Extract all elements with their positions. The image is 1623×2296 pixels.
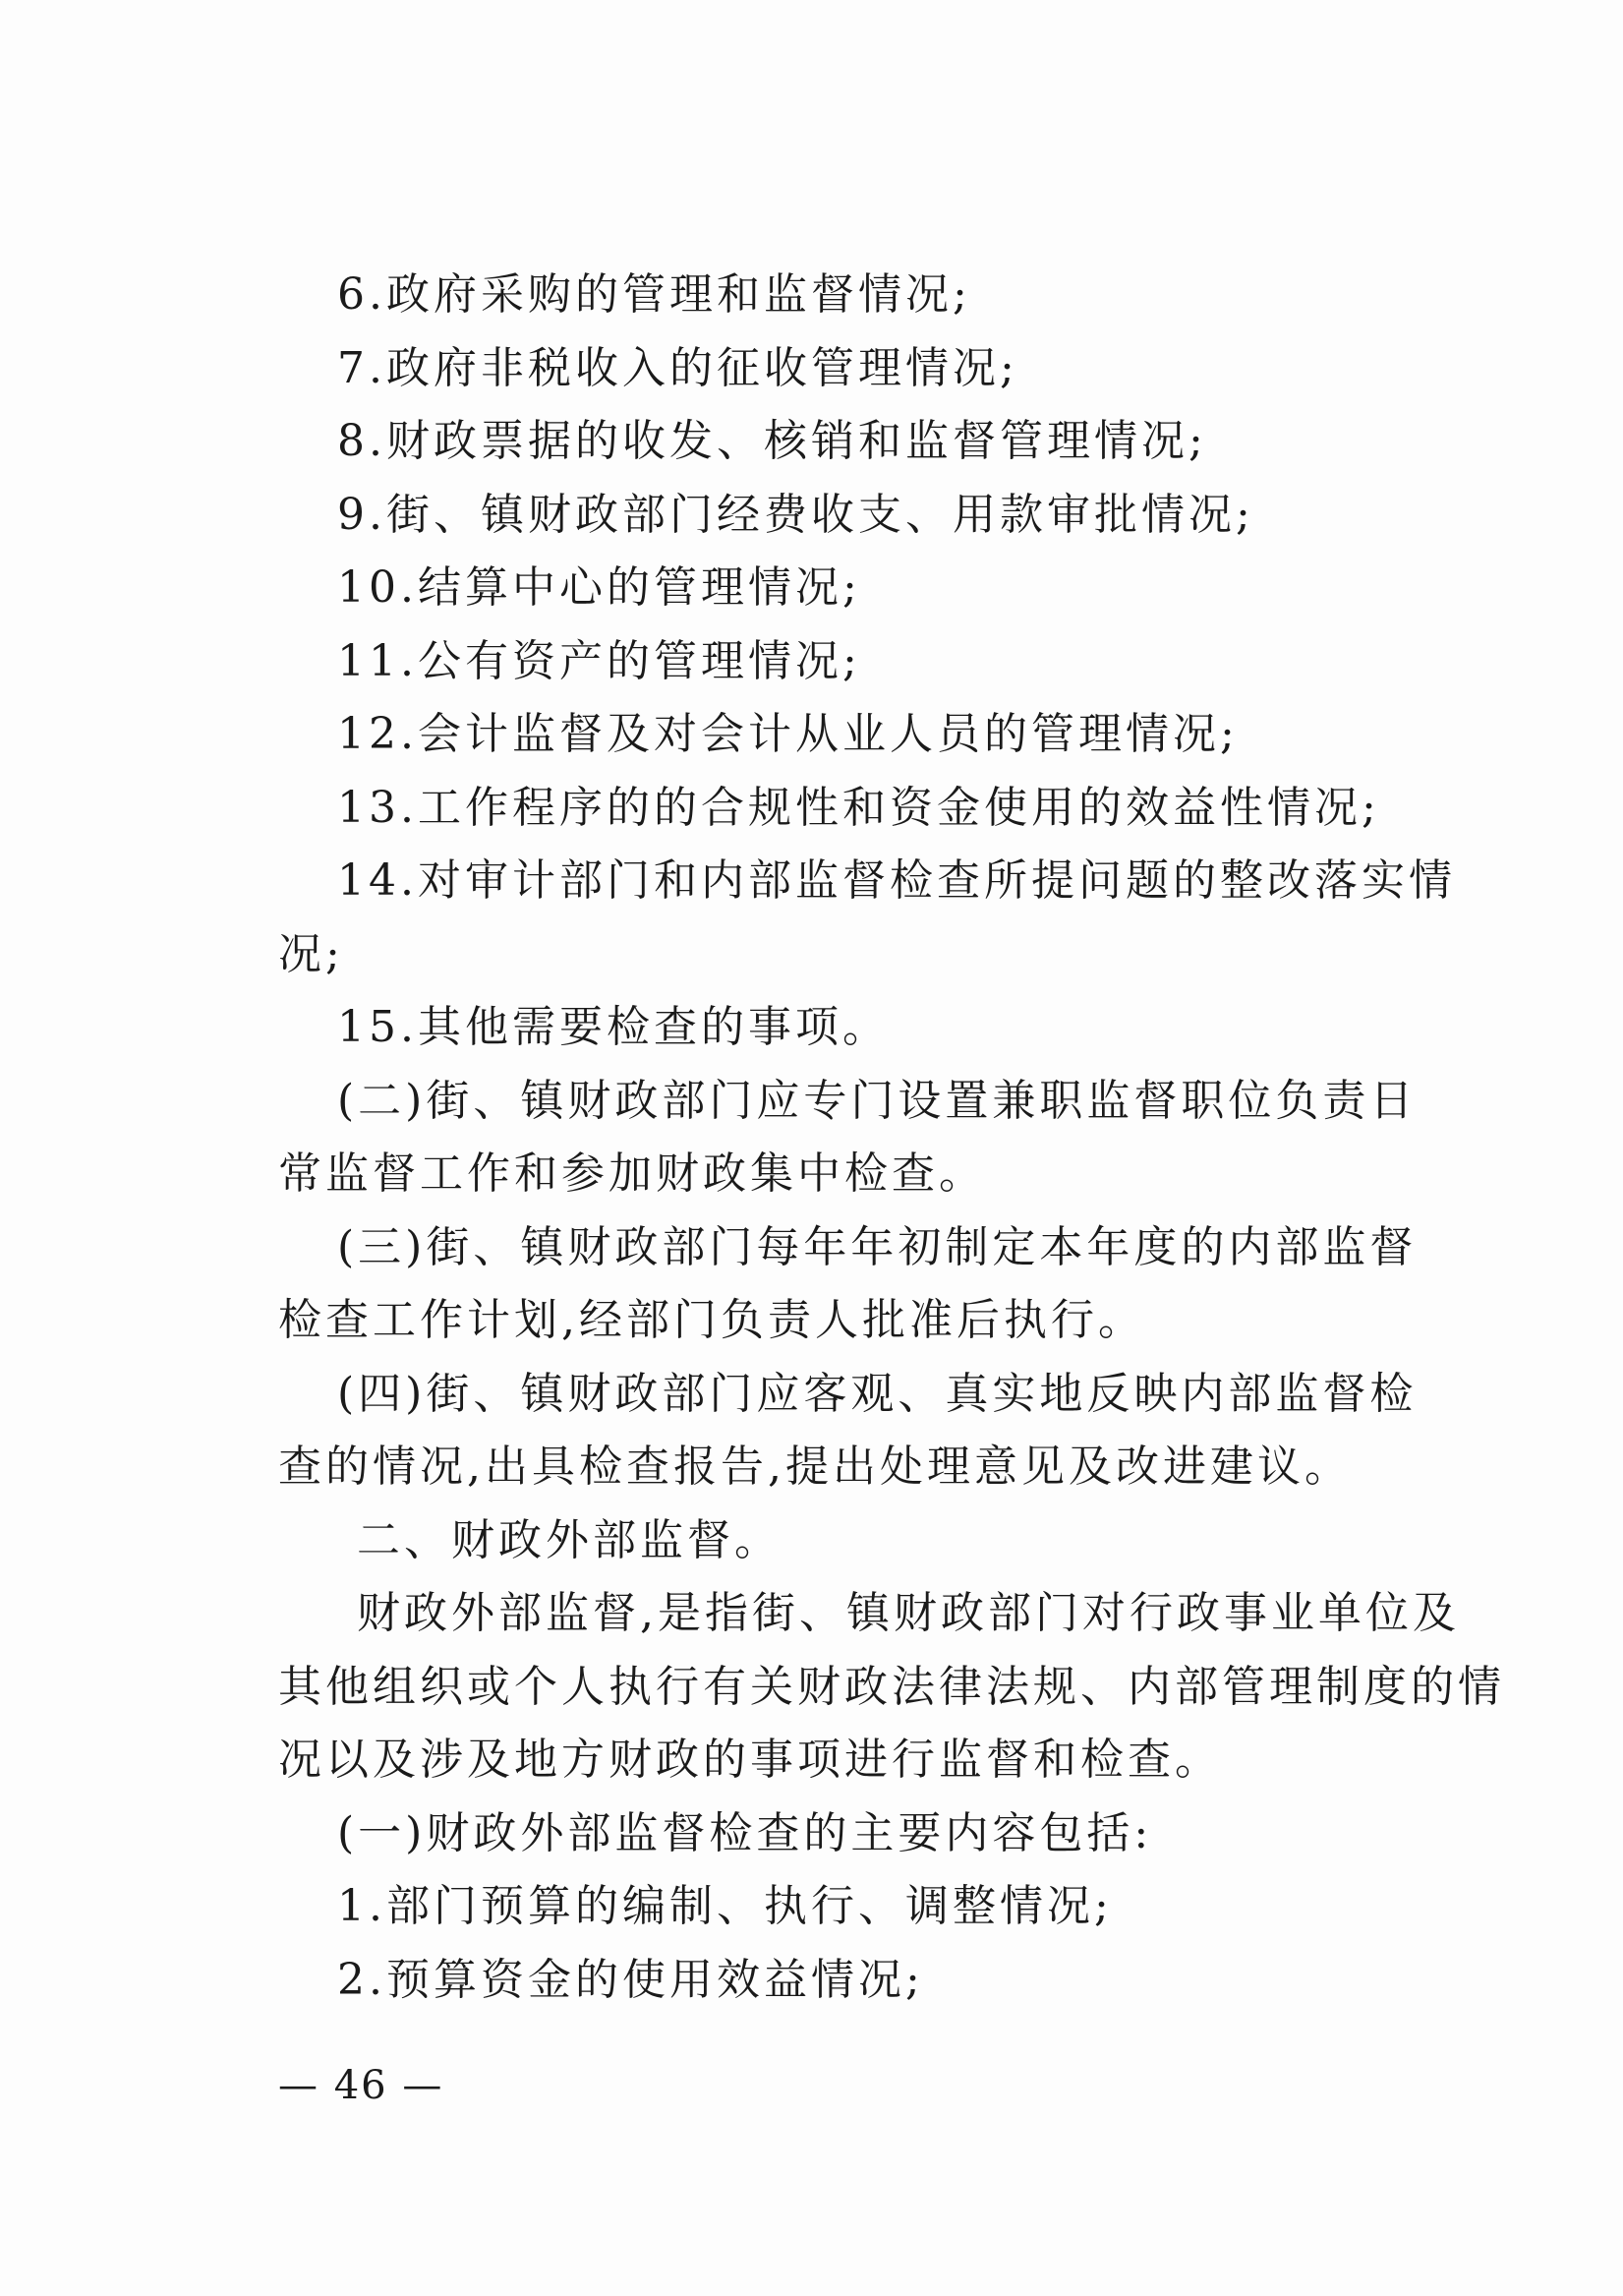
text-line: (二)街、镇财政部门应专门设置兼职监督职位负责日 [337,1075,1418,1126]
text-line: 10.结算中心的管理情况; [337,562,861,613]
text-line: 6.政府采购的管理和监督情况; [337,269,971,320]
text-line: 常监督工作和参加财政集中检查。 [278,1148,986,1199]
text-line: 7.政府非税收入的征收管理情况; [337,342,1018,393]
text-line: 13.工作程序的的合规性和资金使用的效益性情况; [337,782,1380,833]
text-line: 12.会计监督及对会计从业人员的管理情况; [337,709,1239,759]
text-line: 14.对审计部门和内部监督检查所提问题的整改落实情 [337,855,1456,906]
page-number: — 46 — [278,2063,444,2108]
text-line: 1.部门预算的编制、执行、调整情况; [337,1881,1113,1931]
text-line: 况以及涉及地方财政的事项进行监督和检查。 [278,1735,1222,1785]
text-line: 2.预算资金的使用效益情况; [337,1954,924,2005]
text-line: 二、财政外部监督。 [357,1514,782,1565]
text-line: 15.其他需要检查的事项。 [337,1002,890,1052]
text-line: (一)财政外部监督检查的主要内容包括: [337,1807,1153,1858]
text-line: 况; [278,928,344,979]
text-line: 查的情况,出具检查报告,提出处理意见及改进建议。 [278,1442,1352,1492]
text-line: 8.财政票据的收发、核销和监督管理情况; [337,416,1207,466]
text-line: 9.街、镇财政部门经费收支、用款审批情况; [337,489,1254,540]
text-line: 11.公有资产的管理情况; [337,635,861,686]
document-body [278,259,1505,2017]
text-line: 检查工作计划,经部门负责人批准后执行。 [278,1295,1145,1345]
text-line: (三)街、镇财政部门每年年初制定本年度的内部监督 [337,1221,1418,1272]
text-line: (四)街、镇财政部门应客观、真实地反映内部监督检 [337,1368,1418,1419]
text-line: 其他组织或个人执行有关财政法律法规、内部管理制度的情 [278,1661,1505,1712]
text-line: 财政外部监督,是指街、镇财政部门对行政事业单位及 [357,1588,1460,1638]
